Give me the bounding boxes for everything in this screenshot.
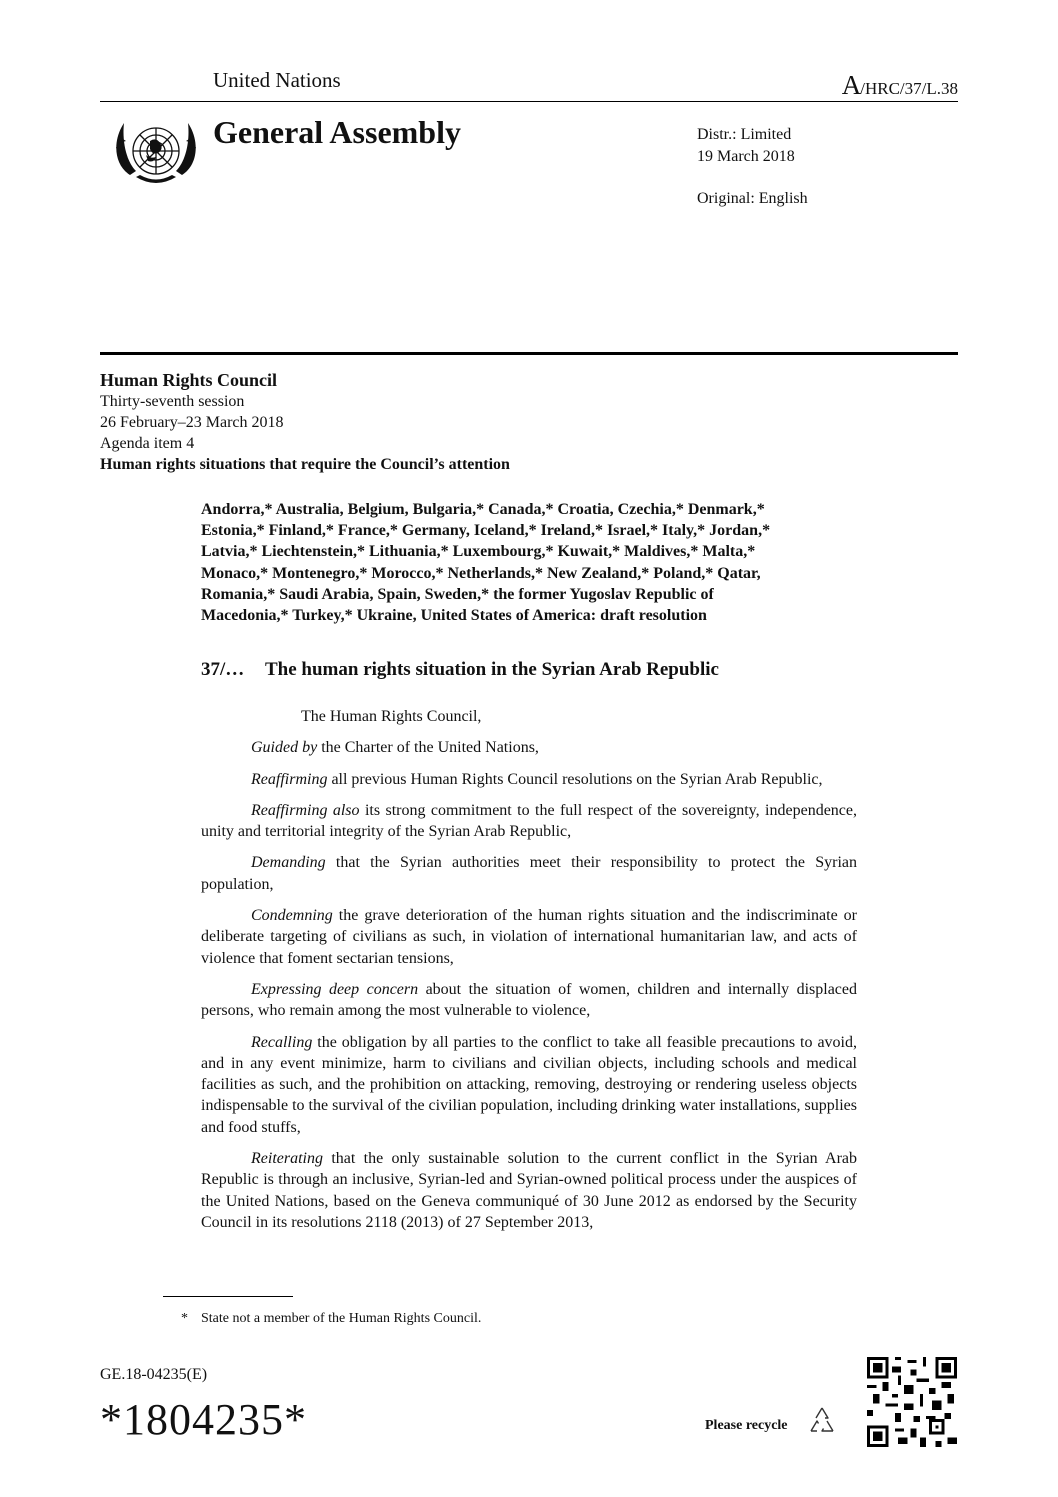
sponsor-line: Macedonia,* Turkey,* Ukraine, United States of America: draft resolution: [201, 607, 707, 625]
council-block: [100, 369, 510, 475]
footnote: [181, 1311, 481, 1327]
document-symbol-rest: /HRC/37/L.38: [860, 79, 958, 98]
organization-name: United Nations: [213, 68, 341, 92]
agenda-item: Agenda item 4: [100, 435, 195, 452]
paragraph-lead: Demanding: [251, 854, 326, 872]
distribution-block: [697, 124, 808, 210]
header-rule: [100, 101, 958, 102]
sponsor-line: Andorra,* Australia, Belgium, Bulgaria,* Canada,* Croatia, Czechia,* Denmark,*: [201, 501, 765, 518]
original-language: Original: English: [697, 190, 808, 207]
sponsor-line: Latvia,* Liechtenstein,* Lithuania,* Luxembourg,* Kuwait,* Maldives,* Malta,*: [201, 543, 756, 561]
resolution-title: The human rights situation in the Syrian Arab Republic: [265, 659, 719, 680]
preambular-paragraph: [201, 979, 857, 1022]
footnote-rule: [163, 1296, 293, 1297]
paragraph-text: that the Syrian authorities meet their responsibility to protect the Syrian population,: [201, 854, 857, 893]
recycle-label: Please recycle: [705, 1418, 788, 1433]
footnote-text: State not a member of the Human Rights Council.: [201, 1311, 482, 1326]
paragraph-lead: Reaffirming: [251, 770, 328, 788]
session-dates: 26 February–23 March 2018: [100, 414, 284, 431]
section-rule: [100, 352, 958, 355]
resolution-intro: The Human Rights Council,: [301, 708, 482, 725]
preambular-paragraph: [201, 1032, 857, 1138]
paragraph-text: the grave deterioration of the human rights situation and the indiscriminate or deliberate targeting of civilians as such, in violation of international humanitarian law, and acts of violence that foment sectarian tensions,: [201, 907, 857, 967]
paragraph-lead: Reiterating: [251, 1150, 323, 1168]
council-name: Human Rights Council: [100, 370, 278, 390]
preambular-paragraph: [201, 1148, 857, 1233]
sponsor-list: [201, 499, 858, 626]
preambular-paragraph: [201, 905, 857, 969]
organ-title: General Assembly: [213, 114, 461, 150]
session: Thirty-seventh session: [100, 393, 245, 410]
resolution-body: [201, 706, 857, 1233]
paragraph-lead: Expressing deep concern: [251, 980, 419, 998]
job-number: GE.18-04235(E): [100, 1366, 208, 1383]
sponsor-line: Romania,* Saudi Arabia, Spain, Sweden,* the former Yugoslav Republic of: [201, 585, 714, 603]
resolution-number: 37/…: [201, 659, 245, 680]
paragraph-lead: Recalling: [251, 1033, 313, 1051]
resolution-heading: [201, 659, 719, 681]
paragraph-lead: Guided by: [251, 739, 318, 757]
footnote-mark: *: [181, 1311, 188, 1326]
recycle-icon: [806, 1405, 838, 1437]
issue-date: 19 March 2018: [697, 148, 795, 165]
paragraph-text: the obligation by all parties to the conflict to take all feasible precautions to avoid, and in any event minimize, harm to civilians and civilian objects, including schools and medical facilities as such, and the prohibition on attacking, removing, destroying or rendering useless objects indispensable to the survival of the civilian population, including drinking water installations, supplies and food stuffs,: [201, 1033, 857, 1136]
agenda-title: Human rights situations that require the Council’s attention: [100, 456, 510, 473]
document-symbol-a: A: [841, 70, 861, 100]
paragraph-text: about the situation of women, children and internally displaced persons, who remain among the most vulnerable to violence,: [201, 980, 858, 1020]
paragraph-text: the Charter of the United Nations,: [317, 739, 539, 757]
document-symbol: [842, 70, 958, 101]
qr-code-icon: [867, 1357, 957, 1447]
paragraph-text: its strong commitment to the full respect of the sovereignty, independence, unity and territorial integrity of the Syrian Arab Republic,: [201, 801, 858, 841]
barcode-text: *1804235*: [100, 1395, 307, 1444]
distribution-status: Distr.: Limited: [697, 126, 792, 143]
paragraph-text: all previous Human Rights Council resolutions on the Syrian Arab Republic,: [327, 770, 823, 788]
sponsor-line: Estonia,* Finland,* France,* Germany, Iceland,* Ireland,* Israel,* Italy,* Jordan,*: [201, 522, 771, 540]
preambular-paragraph: [201, 852, 857, 895]
un-emblem-icon: [106, 111, 206, 195]
preambular-paragraph: [201, 769, 857, 790]
paragraph-lead: Condemning: [251, 907, 333, 925]
preambular-paragraph: [201, 737, 857, 758]
preambular-paragraph: [201, 800, 857, 843]
sponsor-line: Monaco,* Montenegro,* Morocco,* Netherlands,* New Zealand,* Poland,* Qatar,: [201, 564, 761, 582]
paragraph-text: that the only sustainable solution to the current conflict in the Syrian Arab Republic is through an inclusive, Syrian-led and Syrian-owned political process under the auspices of the United Nations, based on the Geneva communiqué of 30 June 2012 as endorsed by the Security Council in its resolutions 2118 (2013) of 27 September 2013,: [201, 1150, 857, 1231]
paragraph-lead: Reaffirming also: [251, 801, 360, 819]
